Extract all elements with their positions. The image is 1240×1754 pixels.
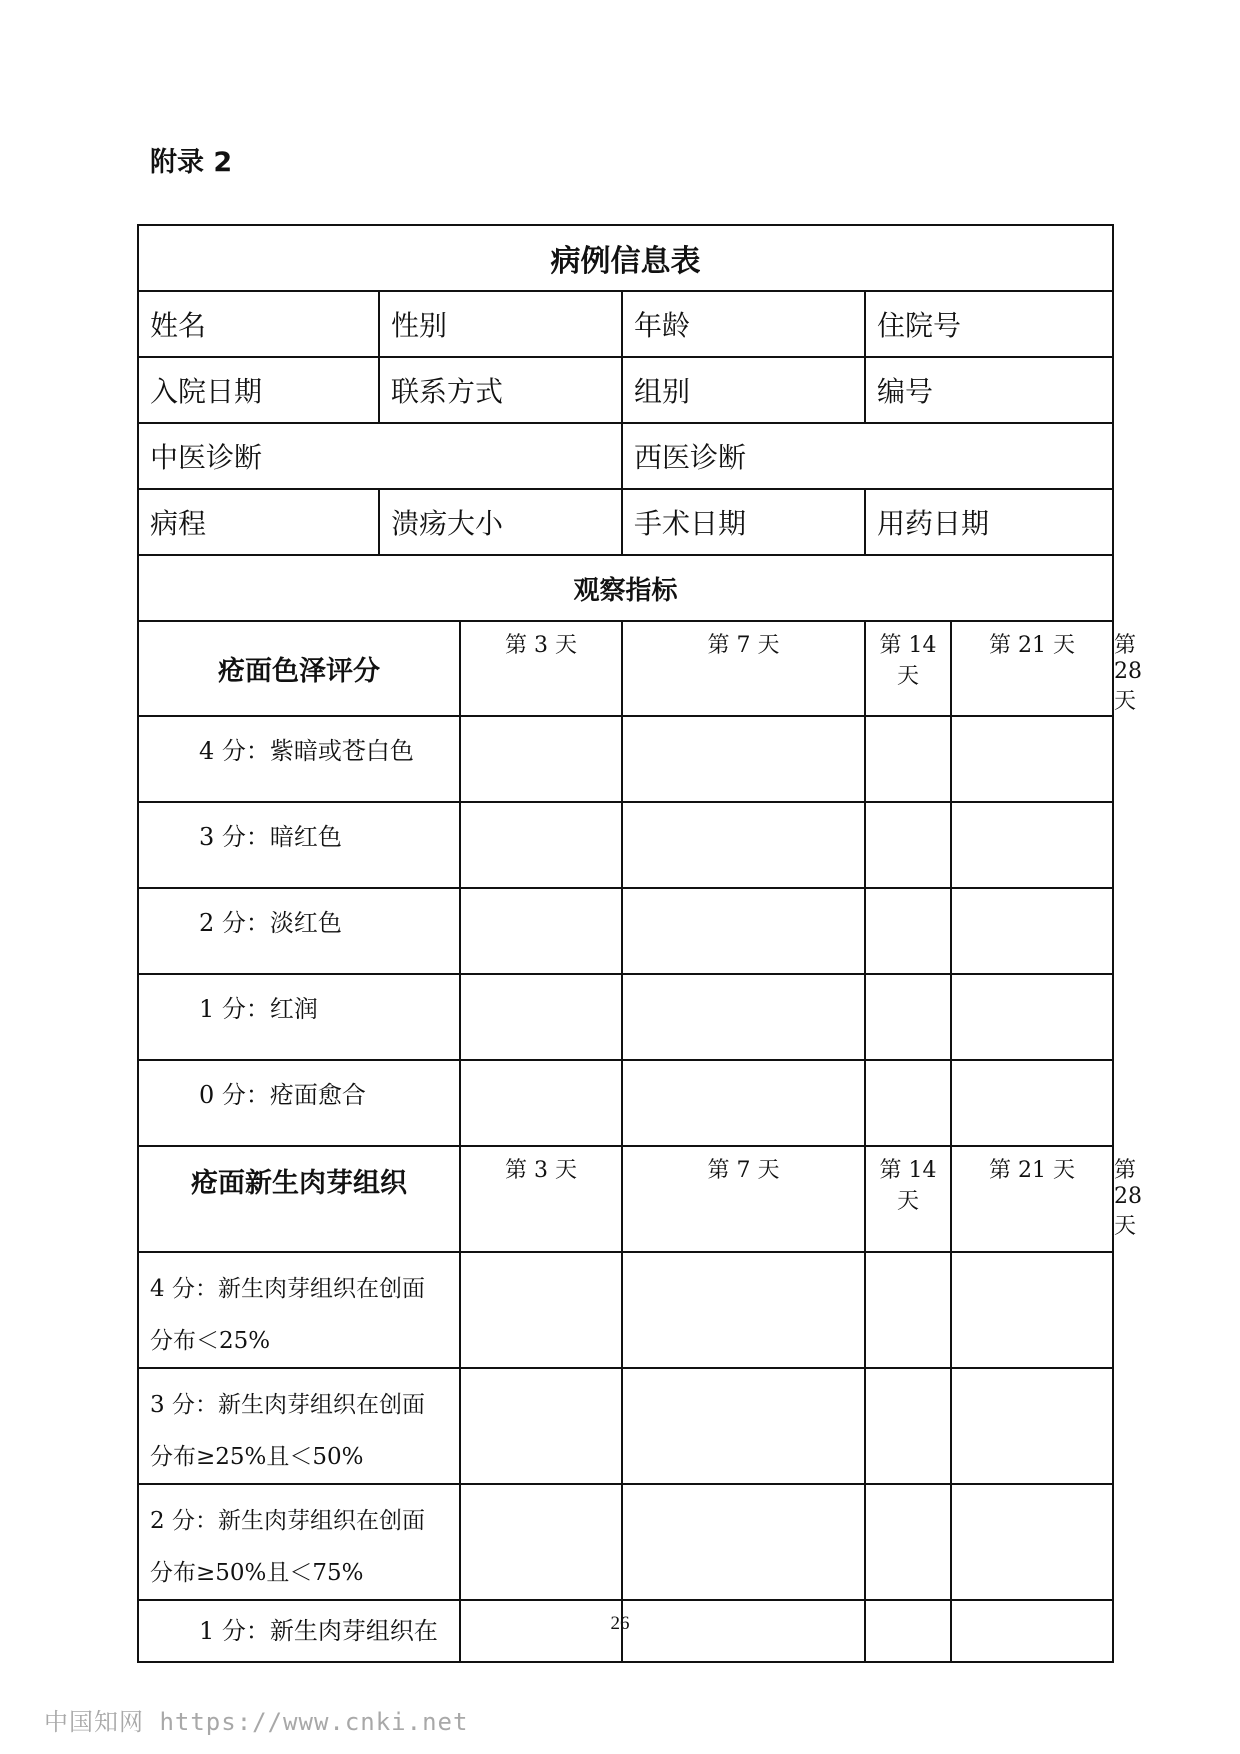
entry-cell[interactable] [951,1368,1113,1484]
hospital-no-cell[interactable]: 住院号 [865,291,1113,357]
score-label-line: 分布≥25%且＜50% [150,1444,364,1470]
score-label-line: 分布≥50%且＜75% [150,1560,364,1586]
entry-cell[interactable] [865,1484,951,1600]
day-header: 第 21 天 [951,1146,1113,1252]
surgery-date-cell[interactable]: 手术日期 [622,489,865,555]
entry-cell[interactable] [622,1368,865,1484]
entry-cell[interactable] [951,1484,1113,1600]
entry-cell[interactable] [622,1060,865,1146]
group-cell[interactable]: 组别 [622,357,865,423]
score-label: 4 分：紫暗或苍白色 [138,716,460,802]
score-label-line: 2 分：新生肉芽组织在创面 [150,1508,425,1534]
entry-cell[interactable] [622,802,865,888]
entry-cell[interactable] [951,974,1113,1060]
entry-cell[interactable] [622,1252,865,1368]
score-label [138,1252,460,1368]
serial-no-cell[interactable]: 编号 [865,357,1113,423]
entry-cell[interactable] [865,716,951,802]
score-label-line: 分布＜25% [150,1328,271,1354]
gender-cell[interactable]: 性别 [379,291,622,357]
entry-cell[interactable] [622,1484,865,1600]
cnki-watermark: 中国知网 https://www.cnki.net [44,1708,469,1736]
score-label: 2 分：淡红色 [138,888,460,974]
day-header: 第 14 天 [865,621,951,716]
day-header: 第 21 天 [951,621,1113,716]
entry-cell[interactable] [460,1060,622,1146]
score-label: 1 分：新生肉芽组织在 [138,1600,460,1662]
entry-cell[interactable] [865,888,951,974]
score-label: 3 分：暗红色 [138,802,460,888]
entry-cell[interactable] [622,888,865,974]
day-header: 第 3 天 [460,1146,622,1252]
appendix-title: 附录 2 [150,147,233,178]
entry-cell[interactable] [460,802,622,888]
course-cell[interactable]: 病程 [138,489,379,555]
western-diagnosis-cell[interactable]: 西医诊断 [622,423,1113,489]
tcm-diagnosis-cell[interactable]: 中医诊断 [138,423,622,489]
entry-cell[interactable] [865,1252,951,1368]
entry-cell[interactable] [951,1060,1113,1146]
day-header: 第 7 天 [622,621,865,716]
entry-cell[interactable] [622,716,865,802]
entry-cell[interactable] [460,888,622,974]
observation-title: 观察指标 [138,555,1113,621]
entry-cell[interactable] [622,974,865,1060]
entry-cell[interactable] [951,1252,1113,1368]
entry-cell[interactable] [865,1368,951,1484]
entry-cell[interactable] [951,802,1113,888]
ulcer-size-cell[interactable]: 溃疡大小 [379,489,622,555]
section2-title: 疮面新生肉芽组织 [138,1146,460,1252]
day-header: 第 3 天 [460,621,622,716]
entry-cell[interactable] [460,974,622,1060]
entry-cell[interactable] [865,974,951,1060]
day-header: 第 14 天 [865,1146,951,1252]
entry-cell[interactable] [951,716,1113,802]
age-cell[interactable]: 年龄 [622,291,865,357]
entry-cell[interactable] [460,716,622,802]
section1-title: 疮面色泽评分 [138,621,460,716]
entry-cell[interactable] [865,1060,951,1146]
entry-cell[interactable] [460,1252,622,1368]
page-number: 26 [610,1613,630,1634]
score-label: 0 分：疮面愈合 [138,1060,460,1146]
entry-cell[interactable] [460,1484,622,1600]
score-label [138,1484,460,1600]
medication-date-cell[interactable]: 用药日期 [865,489,1113,555]
name-cell[interactable]: 姓名 [138,291,379,357]
entry-cell[interactable] [865,802,951,888]
entry-cell[interactable] [951,888,1113,974]
contact-cell[interactable]: 联系方式 [379,357,622,423]
entry-cell[interactable] [460,1368,622,1484]
score-label-line: 4 分：新生肉芽组织在创面 [150,1276,425,1302]
score-label-line: 3 分：新生肉芽组织在创面 [150,1392,425,1418]
form-title: 病例信息表 [138,225,1113,291]
admission-date-cell[interactable]: 入院日期 [138,357,379,423]
score-label: 1 分：红润 [138,974,460,1060]
case-info-table: 病例信息表 姓名 性别 年龄 住院号 入院日期 联系方式 组别 编号 中医诊断 西医诊断 病程 溃疡大小 手术日期 用药日期 观察指标 疮面色泽评分 第 3 天 第 7 天 第 14 天 第 21 天 第 28 天 4 分：紫暗或苍白色 3 分：暗红色 2 分：淡红色 1 分：红润 0 分：疮面愈合 疮面新生肉芽组织 第 3 天 第 7 天 第 14 天 第 21 天 第 28 天 4 分：新生肉芽组织在创面 分布＜25% 3 分：新生肉芽组织在创面 分布≥25%且＜50% 2 分：新生肉芽组织在创面 分布≥50%且＜75% 1 分：新生肉芽组织在 [137,224,1114,1663]
day-header: 第 7 天 [622,1146,865,1252]
score-label [138,1368,460,1484]
